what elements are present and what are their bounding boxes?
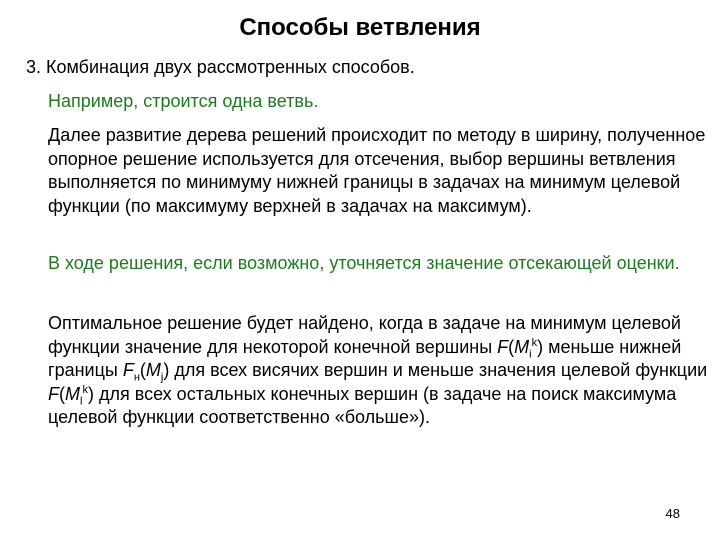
paren: ( <box>508 336 515 357</box>
formula-m: M <box>65 383 80 404</box>
paren: ( <box>59 383 65 404</box>
formula-sub: н <box>133 371 140 384</box>
paragraph-optimal <box>48 312 708 430</box>
formula-sup: k <box>531 336 538 349</box>
formula-f: F <box>122 360 134 380</box>
formula-f: F <box>48 383 59 404</box>
formula-m: M <box>145 360 161 380</box>
page-number: 48 <box>665 506 680 521</box>
formula-sub: j <box>160 371 164 384</box>
optimal-text-4: для всех остальных конечных вершин (в задаче на поиск максимума целевой функции соответственно «больше»). <box>48 383 677 427</box>
formula-sub: l <box>80 395 83 408</box>
paren: ) <box>537 336 544 357</box>
optimal-text-1: Оптимальное решение будет найдено, когда в задаче на минимум целевой функции значение для некоторой конечной вершины <box>48 313 681 357</box>
paren: ) <box>163 360 170 380</box>
formula-f: F <box>497 336 509 357</box>
formula-sup: k <box>82 383 88 396</box>
optimal-text-2: меньше нижней границы <box>48 336 682 380</box>
point-3: 3. Комбинация двух рассмотренных способов. <box>26 57 415 77</box>
paragraph-refinement: В ходе решения, если возможно, уточняется значение отсекающей оценки. <box>48 253 680 273</box>
formula-sub: i <box>529 348 532 361</box>
slide-title: Способы ветвления <box>239 14 481 41</box>
paragraph-example: Например, строится одна ветвь. <box>48 91 319 111</box>
formula-m: M <box>514 336 530 357</box>
paragraph-development: Далее развитие дерева решений происходит по методу в ширину, полученное опорное решение используется для отсечения, выбор вершины ветвления выполняется по минимуму нижней границы в задачах на минимум целевой функции (по максимуму верхней в задачах на максимум). <box>48 125 706 216</box>
paren: ) <box>87 383 94 404</box>
optimal-text-3: для всех висячих вершин и меньше значения целевой функции <box>169 360 708 380</box>
paren: ( <box>139 360 146 380</box>
